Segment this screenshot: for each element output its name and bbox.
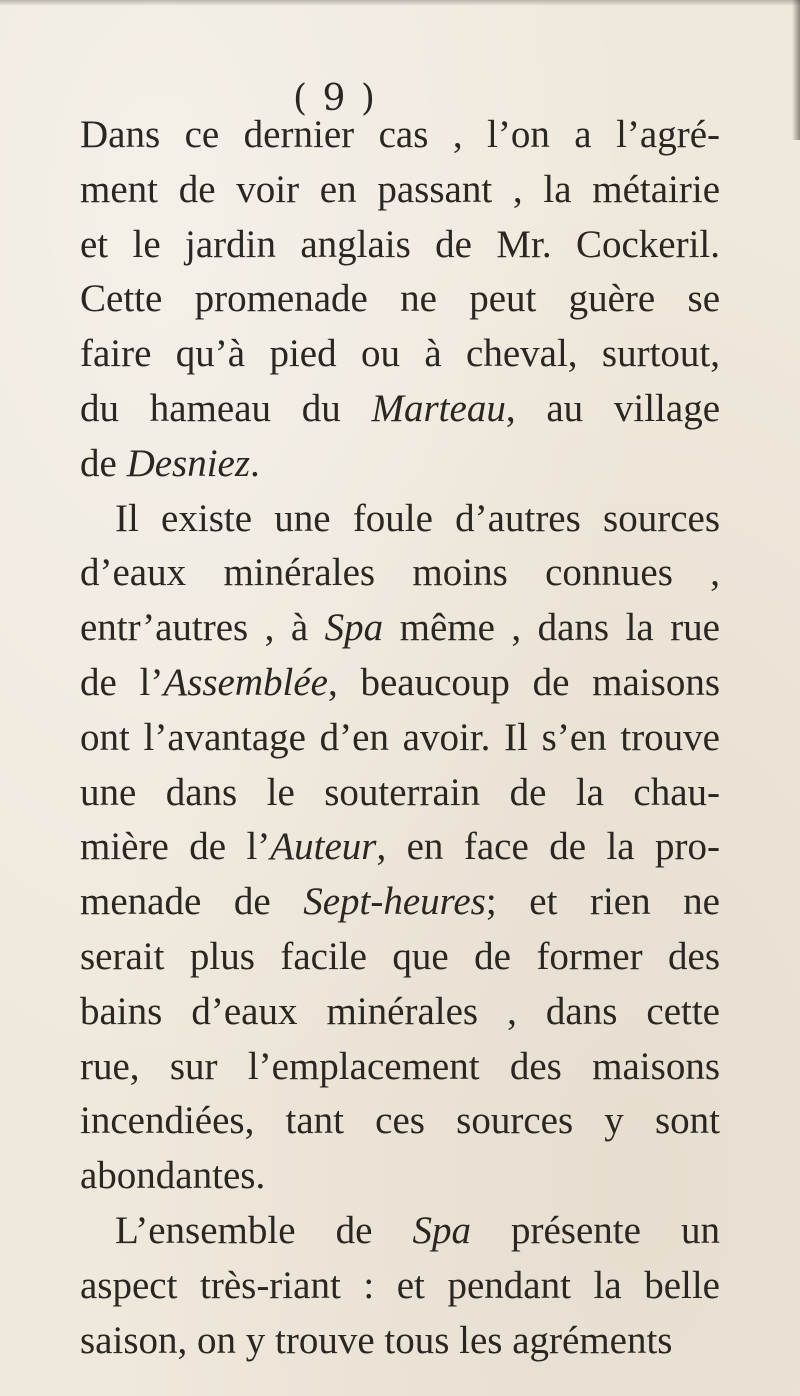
text-line bbox=[80, 1094, 720, 1149]
text-segment: , au village bbox=[505, 386, 721, 430]
text-segment: du hameau du bbox=[80, 386, 372, 430]
text-segment: de l’ bbox=[80, 660, 164, 704]
text-segment: entr’autres , à bbox=[80, 606, 325, 650]
text-segment: et le jardin anglais de Mr. Cockeril. bbox=[80, 222, 720, 266]
text-segment: aspect très-riant : et pendant la belle bbox=[80, 1263, 720, 1307]
text-segment: , en face de la pro- bbox=[376, 825, 720, 869]
text-line bbox=[80, 711, 720, 766]
text-segment: L’ensemble de bbox=[115, 1208, 413, 1252]
text-line bbox=[80, 601, 720, 656]
text-segment: faire qu’à pied ou à cheval, surtout, bbox=[80, 332, 720, 376]
text-line bbox=[80, 1040, 720, 1095]
text-line bbox=[80, 163, 720, 218]
page-number: ( 9 ) bbox=[293, 78, 377, 119]
text-segment: serait plus facile que de former des bbox=[80, 934, 720, 978]
text-line bbox=[80, 492, 720, 547]
text-segment: Il existe une foule d’autres sources bbox=[115, 496, 720, 540]
text-line bbox=[80, 1259, 720, 1314]
text-segment: bains d’eaux minérales , dans cette bbox=[80, 989, 720, 1033]
text-segment: d’eaux minérales moins connues , bbox=[80, 551, 720, 595]
text-segment: Dans ce dernier cas , l’on a l’agré- bbox=[80, 113, 720, 156]
text-segment: mière de l’ bbox=[80, 825, 271, 869]
page-edge-shadow bbox=[792, 0, 800, 140]
italic-text: Auteur bbox=[270, 825, 377, 869]
text-line bbox=[80, 985, 720, 1040]
text-line bbox=[80, 766, 720, 821]
text-line bbox=[80, 272, 720, 327]
italic-text: Marteau bbox=[371, 386, 506, 430]
italic-text: Desniez bbox=[126, 441, 251, 485]
italic-text: Spa bbox=[324, 606, 384, 650]
text-segment: ment de voir en passant , la métairie bbox=[80, 167, 720, 211]
text-segment: , beaucoup de maisons bbox=[327, 660, 721, 704]
text-line bbox=[80, 930, 720, 985]
text-segment: rue, sur l’emplacement des maisons bbox=[80, 1044, 720, 1088]
text-segment: menade de bbox=[80, 880, 304, 924]
text-line bbox=[80, 382, 720, 437]
text-line bbox=[80, 327, 720, 382]
text-line bbox=[80, 1314, 720, 1369]
text-segment: Cette promenade ne peut guère se bbox=[80, 277, 720, 321]
text-line bbox=[80, 108, 720, 163]
text-line bbox=[80, 546, 720, 601]
text-line bbox=[80, 437, 720, 492]
body-text bbox=[80, 108, 720, 1368]
text-segment: . bbox=[250, 441, 260, 485]
italic-text: Assemblée bbox=[163, 660, 328, 704]
text-segment: incendiées, tant ces sources y sont bbox=[80, 1099, 720, 1143]
text-segment: même , dans la rue bbox=[383, 606, 720, 650]
text-segment: ont l’avantage d’en avoir. Il s’en trouve bbox=[80, 715, 720, 759]
text-segment: ; et rien ne bbox=[485, 880, 720, 924]
italic-text: Sept-heures bbox=[303, 880, 486, 924]
text-line bbox=[80, 820, 720, 875]
text-segment: saison, on y trouve tous les agréments bbox=[80, 1318, 673, 1362]
text-segment: présente un bbox=[470, 1208, 720, 1252]
italic-text: Spa bbox=[412, 1208, 471, 1252]
page-top-shadow bbox=[0, 0, 800, 6]
text-segment: abondantes. bbox=[80, 1154, 266, 1198]
text-line bbox=[80, 875, 720, 930]
text-line bbox=[80, 1204, 720, 1259]
text-line bbox=[80, 1149, 720, 1204]
text-segment: de bbox=[80, 441, 127, 485]
text-line bbox=[80, 656, 720, 711]
text-line bbox=[80, 218, 720, 273]
text-segment: une dans le souterrain de la chau- bbox=[80, 770, 720, 814]
